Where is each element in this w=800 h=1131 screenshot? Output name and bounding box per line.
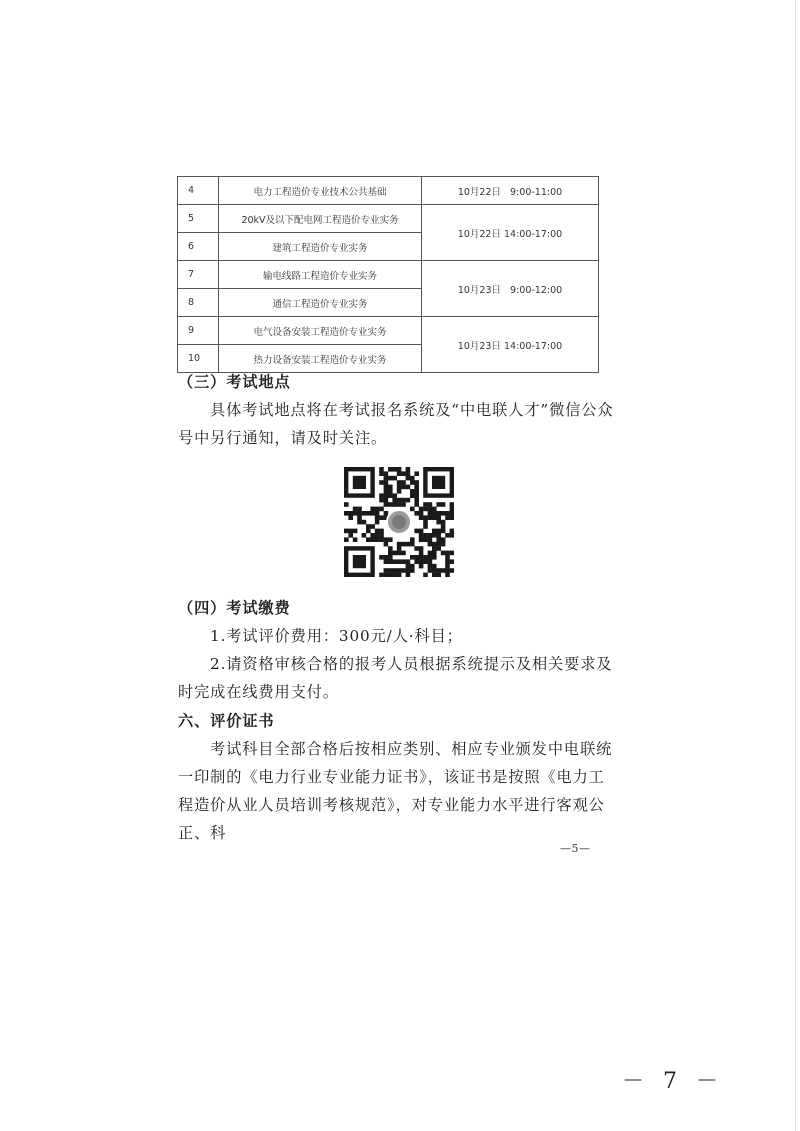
subject-cell: 通信工程造价专业实务 xyxy=(219,289,422,317)
section4-item2: 2.请资格审核合格的报考人员根据系统提示及相关要求及时完成在线费用支付。 xyxy=(178,655,613,701)
subject-cell: 输电线路工程造价专业实务 xyxy=(219,261,422,289)
exam-time-cell: 10月23日 9:00-12:00 xyxy=(422,261,599,317)
section6-heading: 六、评价证书 xyxy=(178,712,275,730)
row-number: 9 xyxy=(178,317,219,345)
table-row xyxy=(178,205,599,233)
qr-code-icon xyxy=(344,467,454,577)
subject-cell: 20kV及以下配电网工程造价专业实务 xyxy=(219,205,422,233)
section6-body: 考试科目全部合格后按相应类别、相应专业颁发中电联统一印制的《电力行业专业能力证书》，该证书是按照《电力工程造价从业人员培训考核规范》，对专业能力水平进行客观公正、科 xyxy=(178,740,613,842)
section3-heading: （三）考试地点 xyxy=(178,373,291,391)
row-number: 8 xyxy=(178,289,219,317)
row-number: 7 xyxy=(178,261,219,289)
exam-time-cell: 10月22日 14:00-17:00 xyxy=(422,205,599,261)
row-number: 10 xyxy=(178,345,219,373)
table-row xyxy=(178,177,599,205)
page-number: － 7 － xyxy=(622,1069,724,1094)
exam-time-cell: 10月22日 9:00-11:00 xyxy=(422,177,599,205)
section4-item1: 1.考试评价费用：300元/人·科目； xyxy=(210,627,463,645)
row-number: 4 xyxy=(178,177,219,205)
subject-cell: 建筑工程造价专业实务 xyxy=(219,233,422,261)
section3-body: 具体考试地点将在考试报名系统及“中电联人才”微信公众号中另行通知，请及时关注。 xyxy=(178,401,614,447)
inner-page-number: —5— xyxy=(560,842,591,855)
table-row xyxy=(178,317,599,345)
exam-time-cell: 10月23日 14:00-17:00 xyxy=(422,317,599,373)
section4-heading: （四）考试缴费 xyxy=(178,599,291,617)
exam-schedule-table xyxy=(177,176,599,373)
page-edge xyxy=(795,0,796,1131)
table-row xyxy=(178,261,599,289)
subject-cell: 电力工程造价专业技术公共基础 xyxy=(219,177,422,205)
subject-cell: 热力设备安装工程造价专业实务 xyxy=(219,345,422,373)
row-number: 5 xyxy=(178,205,219,233)
row-number: 6 xyxy=(178,233,219,261)
subject-cell: 电气设备安装工程造价专业实务 xyxy=(219,317,422,345)
